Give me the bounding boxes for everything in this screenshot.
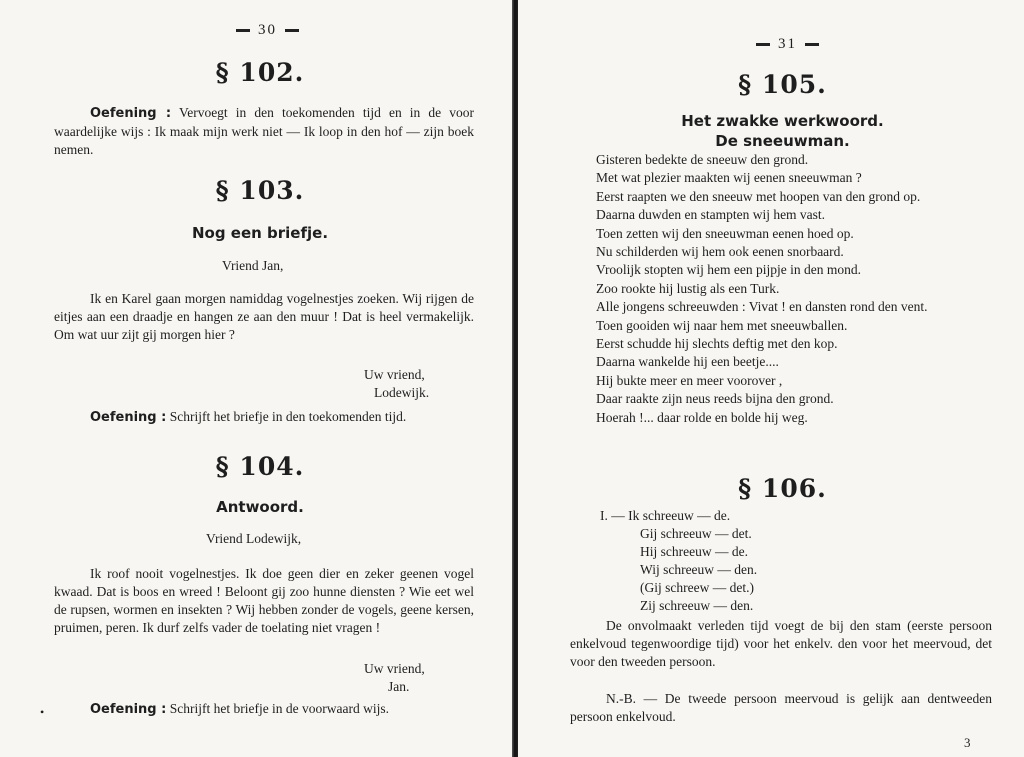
text-line: Daarna wankelde hij een beetje.... <box>596 354 779 370</box>
section-104-exercise <box>54 700 474 719</box>
page-number-left: 30 <box>228 22 307 39</box>
conjugation-row: Zij schreeuw — den. <box>640 598 754 613</box>
margin-bullet: • <box>40 705 45 719</box>
page-number-right: 31 <box>748 36 827 53</box>
section-102-exercise <box>54 104 474 159</box>
text-line: Zoo rookte hij lustig als een Turk. <box>596 280 780 296</box>
conjugation-row: Hij schreeuw — de. <box>640 544 748 559</box>
section-106-title: § 106. <box>738 474 827 503</box>
section-104-title: § 104. <box>215 452 305 481</box>
reply-signature: Jan. <box>388 679 410 694</box>
text-line: Hij bukte meer en meer voorover , <box>596 372 783 388</box>
exercise-label: Oefening : <box>90 106 172 121</box>
section-105-subheading: De sneeuwman. <box>715 132 850 150</box>
letter-signature-block <box>364 366 429 402</box>
section-105-heading: Het zwakke werkwoord. <box>681 112 884 130</box>
text-line: Nu schilderden wij hem ook eenen snorbaard. <box>596 244 844 260</box>
conjugation-table <box>600 507 757 615</box>
text-line: Daarna duwden en stampten wij hem vast. <box>596 207 826 223</box>
section-102-title: § 102. <box>215 58 305 87</box>
grammar-note: N.-B. — De tweede persoon meervoud is gelijk aan dentweeden persoon enkelvoud. <box>570 691 992 724</box>
left-page <box>40 0 480 757</box>
text-line: Eerst schudde hij slechts deftig met den kop. <box>596 336 838 352</box>
section-104-heading: Antwoord. <box>216 498 304 516</box>
grammar-rule: De onvolmaakt verleden tijd voegt de bij den stam (eerste persoon enkelvoud tegenwoordige tijd) voor het enkelv. den voor het meervoud, det voor den tweeden persoon. <box>570 618 992 669</box>
conjugation-row: Gij schreeuw — det. <box>640 526 752 541</box>
letter-salutation: Vriend Jan, <box>222 258 284 273</box>
exercise-text: Schrijft het briefje in den toekomenden tijd. <box>169 409 407 424</box>
reply-salutation: Vriend Lodewijk, <box>206 531 302 546</box>
section-103-exercise <box>54 408 474 427</box>
text-line: Gisteren bedekte de sneeuw den grond. <box>596 152 809 167</box>
footer-signature-number: 3 <box>964 735 971 750</box>
conjugation-row: (Gij schreew — det.) <box>640 580 754 595</box>
letter-closing: Uw vriend, <box>364 367 425 382</box>
reply-signature-block <box>364 660 425 696</box>
text-line: Toen gooiden wij naar hem met sneeuwballen. <box>596 317 848 333</box>
conjugation-row: Wij schreeuw — den. <box>640 562 758 577</box>
text-line: Met wat plezier maakten wij eenen sneeuwman ? <box>596 170 862 186</box>
section-103-title: § 103. <box>215 176 305 205</box>
book-spine <box>512 0 518 757</box>
exercise-label: Oefening : <box>90 410 167 425</box>
snowman-text <box>570 151 995 427</box>
right-page <box>570 0 995 757</box>
reply-body: Ik roof nooit vogelnestjes. Ik doe geen dier en zeker geenen vogel kwaad. Dat is boos en wreed ! Beloont gij zoo hunne diensten ? Wie eet wel de rupsen, wormen en insekten ? Wij hebben zonder de vogels, geene kersen, pruimen, peren. Ik durf zelfs vader de toelating niet vragen ! <box>54 566 474 635</box>
text-line: Alle jongens schreeuwden : Vivat ! en dansten rond den vent. <box>596 299 928 315</box>
section-103-heading: Nog een briefje. <box>191 224 329 242</box>
exercise-text: Schrijft het briefje in de voorwaard wijs. <box>169 701 390 716</box>
exercise-text: Vervoegt in den toekomenden tijd en in de voor waardelijke wijs : Ik maak mijn werk niet — Ik loop in den hof — zijn boek nemen. <box>54 105 475 157</box>
letter-signature: Lodewijk. <box>374 385 430 400</box>
reply-closing: Uw vriend, <box>364 661 425 676</box>
text-line: Daar raakte zijn neus reeds bijna den grond. <box>596 391 834 407</box>
letter-body: Ik en Karel gaan morgen namiddag vogelnestjes zoeken. Wij rijgen de eitjes aan een draadje en hangen ze aan den muur ! Dat is heel vermakelijk. Om wat uur zijt gij morgen hier ? <box>54 291 474 342</box>
conjugation-row: I. — Ik schreeuw — de. <box>600 508 731 523</box>
text-line: Toen zetten wij den sneeuwman eenen hoed op. <box>596 225 854 241</box>
text-line: Hoerah !... daar rolde en bolde hij weg. <box>596 409 808 425</box>
text-line: Vroolijk stopten wij hem een pijpje in den mond. <box>596 262 862 278</box>
section-105-title: § 105. <box>738 70 827 99</box>
exercise-label: Oefening : <box>90 702 167 717</box>
text-line: Eerst raapten we den sneeuw met hoopen van den grond op. <box>596 188 921 204</box>
